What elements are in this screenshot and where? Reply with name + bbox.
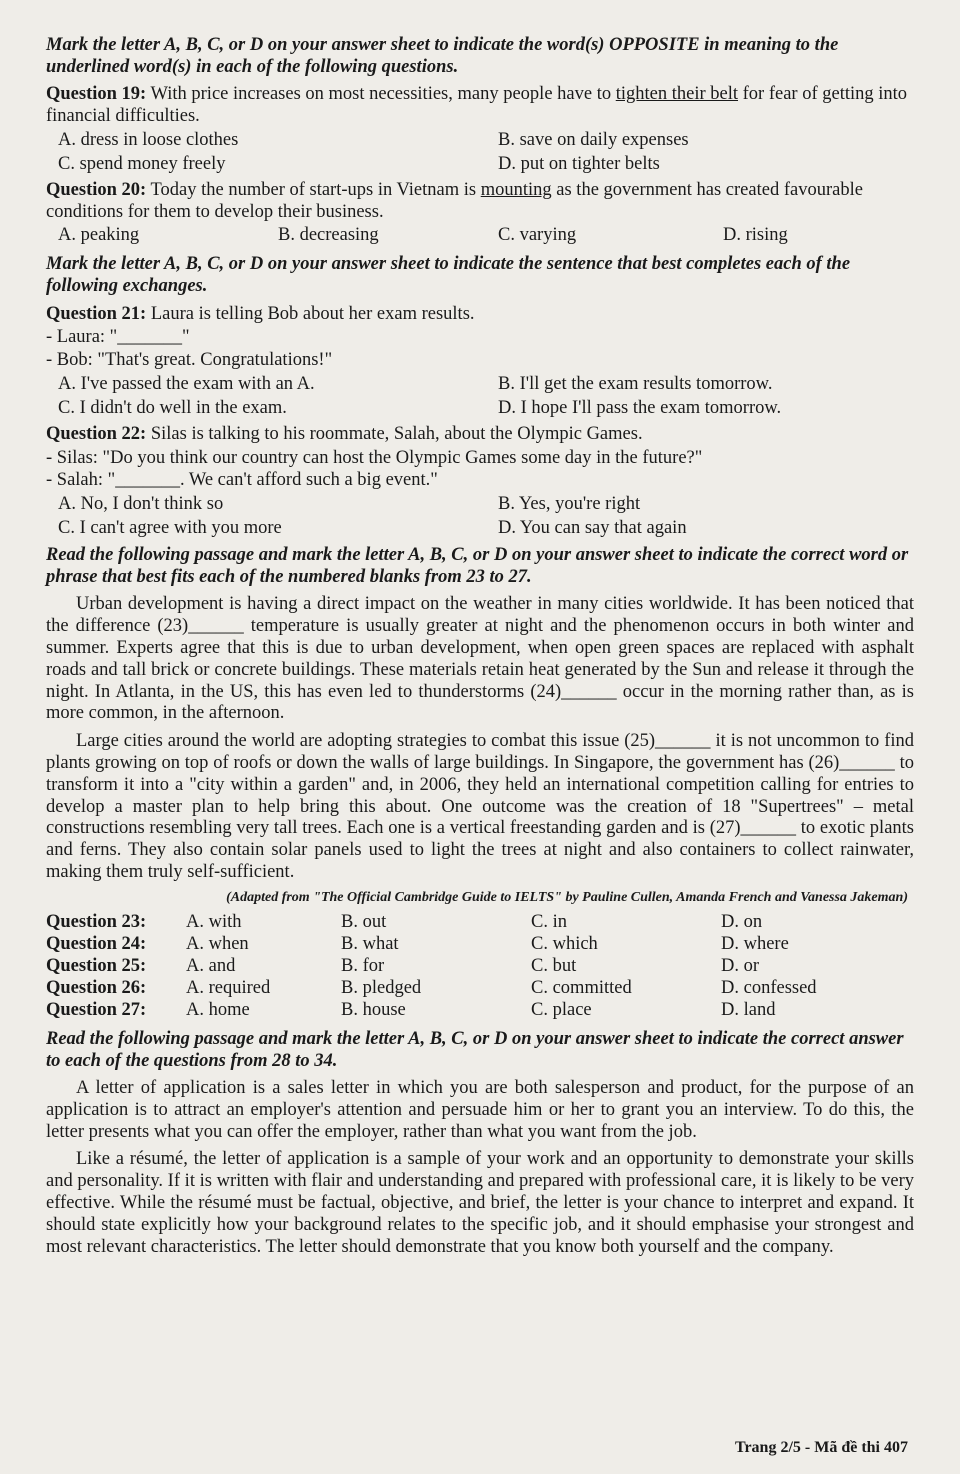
question-22-stem: Silas is talking to his roommate, Salah, about the Olympic Games. xyxy=(150,423,643,444)
q22-option-c: C. I can't agree with you more xyxy=(58,518,282,538)
question-19-options xyxy=(58,130,914,176)
q23-option-d: D. on xyxy=(721,912,763,933)
q20-option-c: C. varying xyxy=(498,225,577,246)
question-20-before: Today the number of start-ups in Vietnam is xyxy=(150,179,477,200)
question-21-line-2: - Bob: "That's great. Congratulations!" xyxy=(46,350,333,371)
q25-label: Question 25: xyxy=(46,956,147,977)
question-19-after: for fear of getting into financial difficulties. xyxy=(46,84,908,127)
q21-option-a: A. I've passed the exam with an A. xyxy=(58,374,315,395)
question-21-label: Question 21: xyxy=(46,303,147,324)
q20-option-d: D. rising xyxy=(723,225,788,246)
passage-2-paragraph-1: A letter of application is a sales letter in which you are both salesperson and product, for the purpose of an application is to attract an employer's attention and persuade him or her to grant you an interview. To do this, the letter presents what you can offer the employer, rather than what you want from the job. xyxy=(46,1078,914,1142)
section-2-instruction: Mark the letter A, B, C, or D on your answer sheet to indicate the sentence that best completes each of the following exchanges. xyxy=(46,254,851,297)
question-19-underlined: tighten their belt xyxy=(615,84,739,105)
q19-option-b: B. save on daily expenses xyxy=(498,130,689,151)
q25-option-d: D. or xyxy=(721,956,760,977)
q23-option-b: B. out xyxy=(341,912,387,933)
q21-option-b: B. I'll get the exam results tomorrow. xyxy=(498,374,773,395)
question-20-after: as the government has created favourable conditions for them to develop their business. xyxy=(46,179,863,222)
q25-option-b: B. for xyxy=(341,956,385,977)
question-22-line-2: - Salah: "_______. We can't afford such a big event." xyxy=(46,470,438,491)
passage-1-paragraph-2: Large cities around the world are adopting strategies to combat this issue (25)______ it is not uncommon to find plants growing on top of roofs or down the walls of large buildings. In Singapore, the government has (26)______ to transform it into a "city within a garden" and, in 2006, they held an international competition calling for entries to develop a master plan to help bring this about. One outcome was the creation of 18 "Supertrees" – metal constructions resembling very tall trees. Each one is a vertical freestanding garden and is (27)______ to exotic plants and ferns. They also contain solar panels used to light the trees at night and also containers to collect rainwater, making them truly self-sufficient. xyxy=(46,731,914,883)
passage-1-source: (Adapted from "The Official Cambridge Guide to IELTS" by Pauline Cullen, Amanda French and Vanessa Jakeman) xyxy=(226,889,908,905)
question-22-line-1: - Silas: "Do you think our country can host the Olympic Games some day in the future?" xyxy=(46,447,703,468)
question-19-label: Question 19: xyxy=(46,84,147,105)
question-21-line-1: - Laura: "_______" xyxy=(46,327,190,348)
q22-option-a: A. No, I don't think so xyxy=(58,494,224,515)
q26-option-a: A. required xyxy=(186,977,271,998)
q23-option-a: A. with xyxy=(186,912,242,933)
q27-option-b: B. house xyxy=(341,999,406,1020)
q24-option-d: D. where xyxy=(721,934,789,955)
q22-option-d: D. You can say that again xyxy=(498,518,687,538)
page-footer: Trang 2/5 - Mã đề thi 407 xyxy=(734,1439,908,1457)
q27-label: Question 27: xyxy=(46,999,147,1020)
q21-option-d: D. I hope I'll pass the exam tomorrow. xyxy=(498,397,782,418)
q21-option-c: C. I didn't do well in the exam. xyxy=(58,397,287,418)
section-4-instruction: Read the following passage and mark the letter A, B, C, or D on your answer sheet to indicate the correct answer to each of the questions from 28 to 34. xyxy=(46,1028,904,1071)
passage-2-paragraph-2: Like a résumé, the letter of application is a sample of your work and an opportunity to demonstrate your skills and personality. If it is written with flair and understanding and prepared with professional care, it is likely to be very effective. While the résumé must be factual, objective, and brief, the letter is your chance to interpret and expand. It should state explicitly how your background relates to the specific job, and it should emphasise your strongest and most relevant characteristics. The letter should demonstrate that you know both yourself and the company. xyxy=(46,1149,914,1257)
q26-label: Question 26: xyxy=(46,977,147,998)
q20-option-a: A. peaking xyxy=(58,225,140,246)
section-3-instruction: Read the following passage and mark the letter A, B, C, or D on your answer sheet to indicate the correct word or phrase that best fits each of the numbered blanks from 23 to 27. xyxy=(46,544,909,588)
question-20-label: Question 20: xyxy=(46,179,147,200)
q22-option-b: B. Yes, you're right xyxy=(498,494,641,515)
q23-option-c: C. in xyxy=(531,912,567,933)
q19-option-c: C. spend money freely xyxy=(58,153,226,174)
question-21-options xyxy=(58,374,914,420)
question-22-options xyxy=(58,494,914,540)
q20-option-b: B. decreasing xyxy=(278,225,379,246)
question-21 xyxy=(46,304,914,326)
section-1-instruction: Mark the letter A, B, C, or D on your answer sheet to indicate the word(s) OPPOSITE in meaning to the underlined word(s) in each of the following questions. xyxy=(46,35,839,78)
q25-option-c: C. but xyxy=(531,956,577,977)
question-20-options xyxy=(58,225,914,247)
q26-option-c: C. committed xyxy=(531,977,632,998)
question-19-before: With price increases on most necessities, many people have to xyxy=(150,84,612,105)
passage-1-paragraph-1: Urban development is having a direct impact on the weather in many cities worldwide. It has been noticed that the difference (23)______ temperature is usually greater at night and the phenomenon occurs in both winter and summer. Experts agree that this is due to urban development, when open green spaces are replaced with asphalt roads and tall brick or concrete buildings. These materials retain heat generated by the Sun and release it through the night. In Atlanta, in the US, this has even led to thunderstorms (24)______ occur in the morning rather than, as is more common, in the afternoon. xyxy=(46,594,914,724)
question-22-label: Question 22: xyxy=(46,423,147,444)
q24-option-a: A. when xyxy=(186,934,249,955)
question-20-underlined: mounting xyxy=(480,179,552,200)
q27-option-c: C. place xyxy=(531,999,592,1020)
q27-option-d: D. land xyxy=(721,999,776,1020)
question-21-stem: Laura is telling Bob about her exam results. xyxy=(150,303,475,324)
q24-option-b: B. what xyxy=(341,934,399,955)
q19-option-a: A. dress in loose clothes xyxy=(58,130,239,151)
q23-label: Question 23: xyxy=(46,912,147,933)
question-20 xyxy=(46,180,914,224)
cloze-answer-grid xyxy=(46,912,914,1021)
q26-option-d: D. confessed xyxy=(721,977,817,998)
q25-option-a: A. and xyxy=(186,956,236,977)
q27-option-a: A. home xyxy=(186,999,250,1020)
q24-label: Question 24: xyxy=(46,934,147,955)
question-19 xyxy=(46,84,914,128)
q26-option-b: B. pledged xyxy=(341,977,422,998)
q24-option-c: C. which xyxy=(531,934,598,955)
q19-option-d: D. put on tighter belts xyxy=(498,153,660,174)
question-22 xyxy=(46,424,914,446)
